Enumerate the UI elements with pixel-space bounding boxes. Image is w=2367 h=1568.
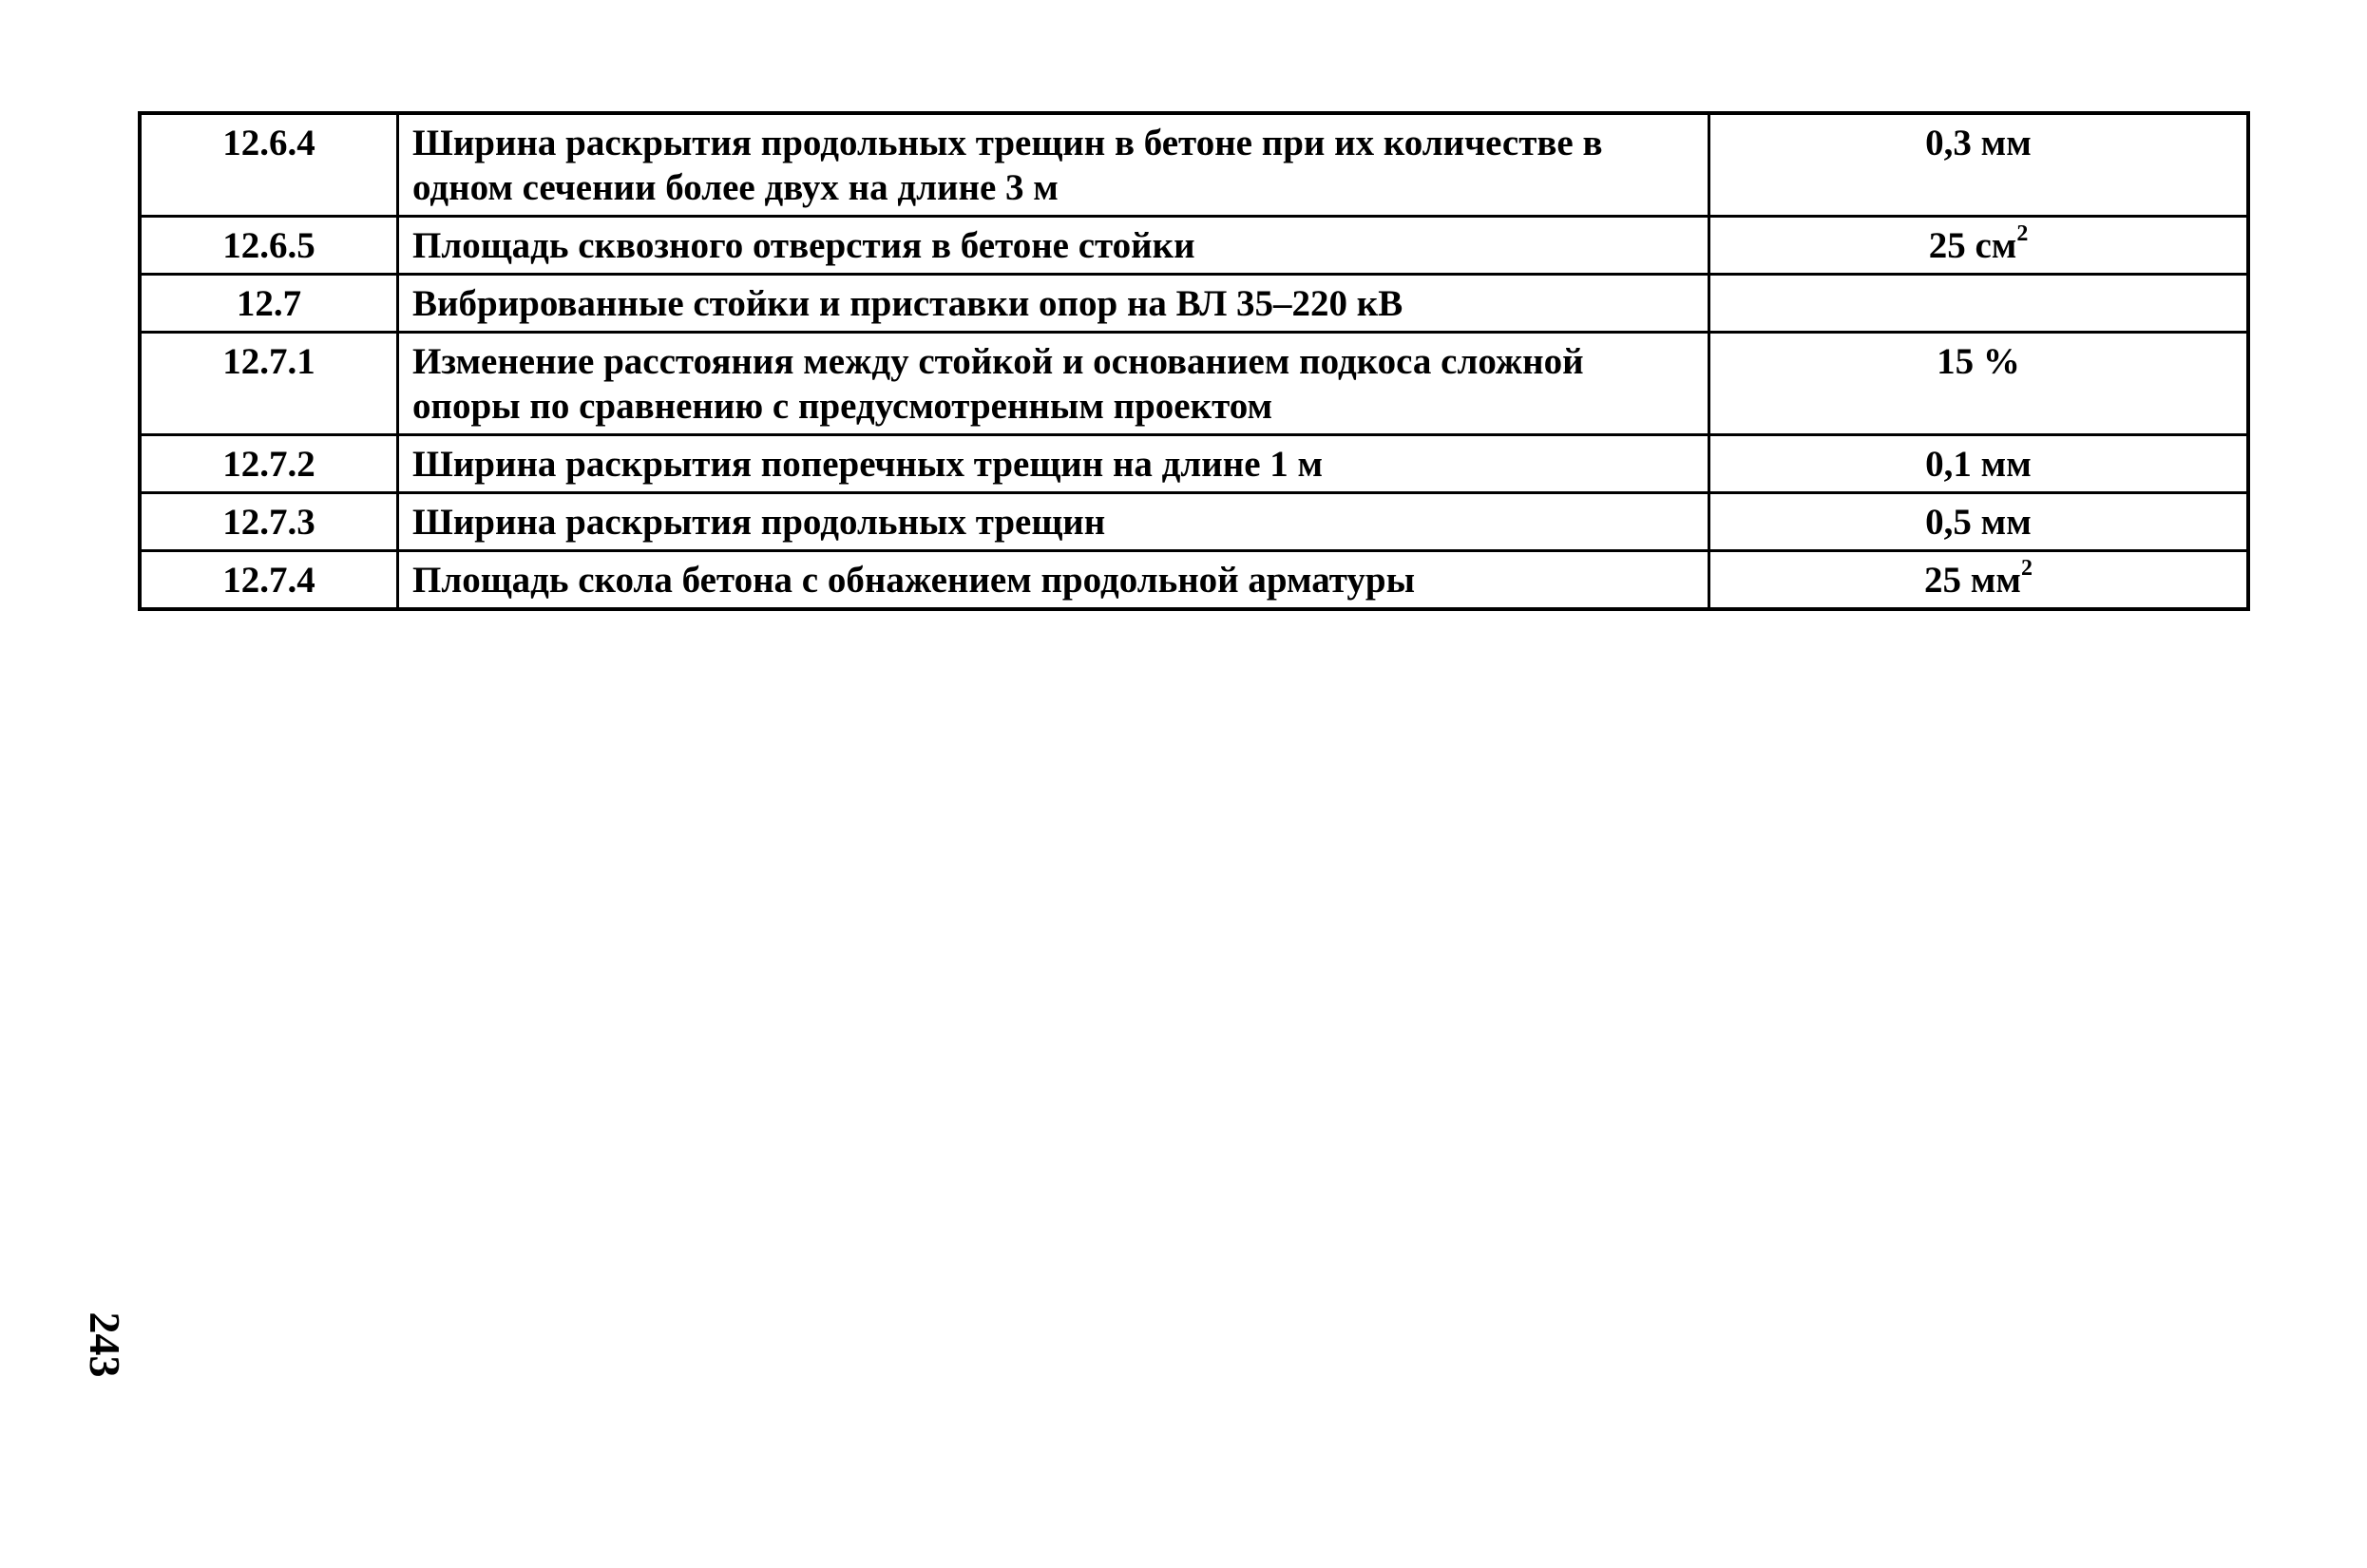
row-value: 15 % (1937, 341, 2020, 382)
table-row (140, 217, 2248, 275)
requirements-table (138, 111, 2250, 611)
page-number: 243 (81, 1311, 129, 1378)
row-value-superscript: 2 (2020, 556, 2033, 581)
row-description-cell: Площадь сквозного отверстия в бетоне стойки (398, 217, 1709, 275)
row-value-superscript: 2 (2016, 221, 2029, 246)
row-value-cell (1709, 275, 2249, 333)
table-row (140, 333, 2248, 435)
row-value: 0,1 мм (1925, 444, 2032, 485)
row-value-cell (1709, 217, 2249, 275)
row-description-cell: Изменение расстояния между стойкой и основанием подкоса сложной опоры по сравнению с предусмотренным проектом (398, 333, 1709, 435)
row-value-cell (1709, 333, 2249, 435)
row-description-cell: Ширина раскрытия продольных трещин в бетоне при их количестве в одном сечении более двух на длине 3 м (398, 113, 1709, 217)
row-value-cell (1709, 435, 2249, 493)
table-row (140, 493, 2248, 551)
row-number-cell: 12.6.5 (140, 217, 398, 275)
row-description-cell: Ширина раскрытия поперечных трещин на длине 1 м (398, 435, 1709, 493)
row-description-cell: Вибрированные стойки и приставки опор на ВЛ 35–220 кВ (398, 275, 1709, 333)
row-value-cell (1709, 113, 2249, 217)
row-description-cell: Площадь скола бетона с обнажением продольной арматуры (398, 551, 1709, 610)
row-value-cell (1709, 551, 2249, 610)
table-row (140, 113, 2248, 217)
row-number-cell: 12.7.2 (140, 435, 398, 493)
row-number-cell: 12.7 (140, 275, 398, 333)
row-value-cell (1709, 493, 2249, 551)
table-row (140, 275, 2248, 333)
row-value: 0,3 мм (1925, 123, 2032, 163)
row-description-cell: Ширина раскрытия продольных трещин (398, 493, 1709, 551)
row-value: 25 мм (1924, 560, 2021, 601)
row-value: 0,5 мм (1925, 502, 2032, 543)
row-number-cell: 12.7.1 (140, 333, 398, 435)
row-number-cell: 12.6.4 (140, 113, 398, 217)
table-row (140, 435, 2248, 493)
row-number-cell: 12.7.3 (140, 493, 398, 551)
row-number-cell: 12.7.4 (140, 551, 398, 610)
table-row (140, 551, 2248, 610)
row-value: 25 см (1928, 225, 2017, 266)
